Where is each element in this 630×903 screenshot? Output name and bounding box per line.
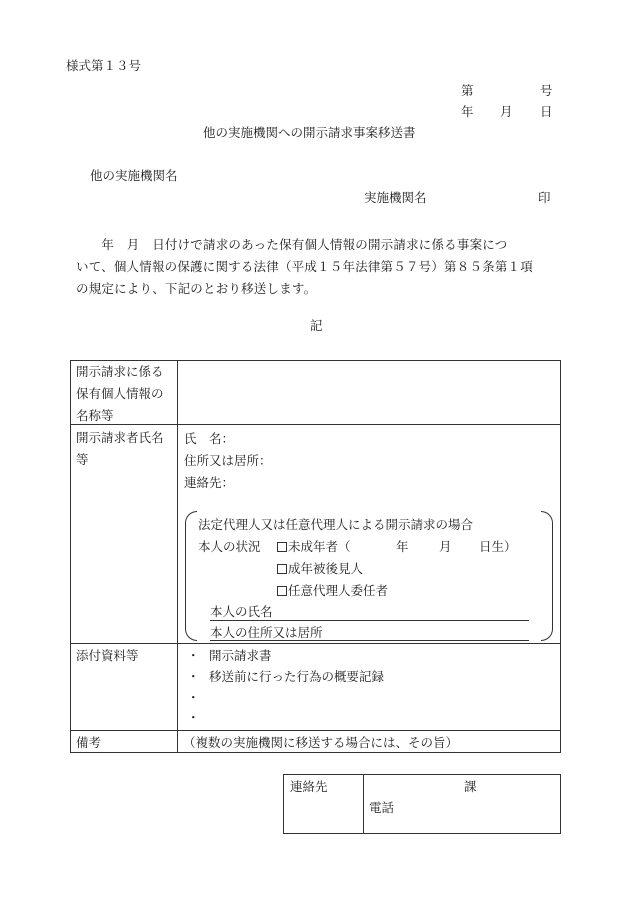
body-line: いて、個人情報の保護に関する法律（平成１５年法律第５７号）第８５条第１項 [76,259,533,274]
date-month: 月 [500,104,513,119]
option-adult-ward: 成年被後見人 [277,563,363,576]
attachment-bullet: ・ [187,648,200,663]
requester-contact-field: 連絡先： [184,475,235,490]
date-year: 年 [461,104,474,119]
label-remarks: 備考 [76,735,102,750]
date-day: 日 [540,104,553,119]
principal-status-label: 本人の状況 [198,539,261,554]
principal-address-label: 本人の住所又は居所 [210,625,323,640]
row-divider [71,643,560,644]
checkbox-minor[interactable] [277,542,287,552]
principal-name-underline [210,620,529,621]
doc-number-prefix: 第 [461,83,474,98]
recipient-agency: 他の実施機関名 [90,168,178,183]
principal-address-underline [210,640,529,641]
option-delegator: 任意代理人委任者 [277,585,388,598]
checkbox-adult-ward[interactable] [277,564,287,574]
seal-mark: 印 [538,190,551,205]
agent-heading: 法定代理人又は任意代理人による開示請求の場合 [198,517,474,532]
label-requester: 開示請求者氏名 等 [76,430,164,467]
requester-address-field: 住所又は居所： [184,453,272,468]
agent-bracket-left [185,511,197,641]
column-divider [177,361,178,752]
attachment-bullet: ・ [187,690,200,705]
attachment-item: 移送前に行った行為の概要記録 [209,669,385,684]
sender-agency-label: 実施機関名 [364,190,427,205]
principal-name-label: 本人の氏名 [210,604,273,619]
contact-section: 課 [464,779,477,794]
contact-label: 連絡先 [290,779,328,794]
remarks-text: （複数の実施機関に移送する場合には、その旨） [183,735,459,750]
option-minor: 未成年者（ [277,541,351,554]
body-line: 年 月 日付けで請求のあった保有個人情報の開示請求に係る事案につ [76,237,508,252]
contact-phone-label: 電話 [369,800,395,815]
birth-month: 月 [439,539,452,554]
contact-divider [363,775,364,833]
agent-bracket-right [541,511,553,641]
contact-table [283,774,561,834]
ki-heading: 記 [310,318,323,333]
row-divider [71,730,560,731]
label-attachments: 添付資料等 [76,648,139,663]
attachment-bullet: ・ [187,669,200,684]
details-table [70,360,561,753]
body-line: の規定により、下記のとおり移送します。 [76,281,317,296]
body-paragraph [76,234,558,300]
birth-year: 年 [396,539,409,554]
attachment-bullet: ・ [187,710,200,725]
document-title: 他の実施機関への開示請求事案移送書 [203,125,416,140]
requester-name-field: 氏 名： [184,431,235,446]
checkbox-delegator[interactable] [277,586,287,596]
label-requested-info: 開示請求に係る 保有個人情報の 名称等 [76,364,164,423]
birth-day: 日生） [479,539,517,554]
form-number: 様式第１３号 [66,58,142,73]
attachment-item: 開示請求書 [209,648,272,663]
doc-number-suffix: 号 [540,83,553,98]
